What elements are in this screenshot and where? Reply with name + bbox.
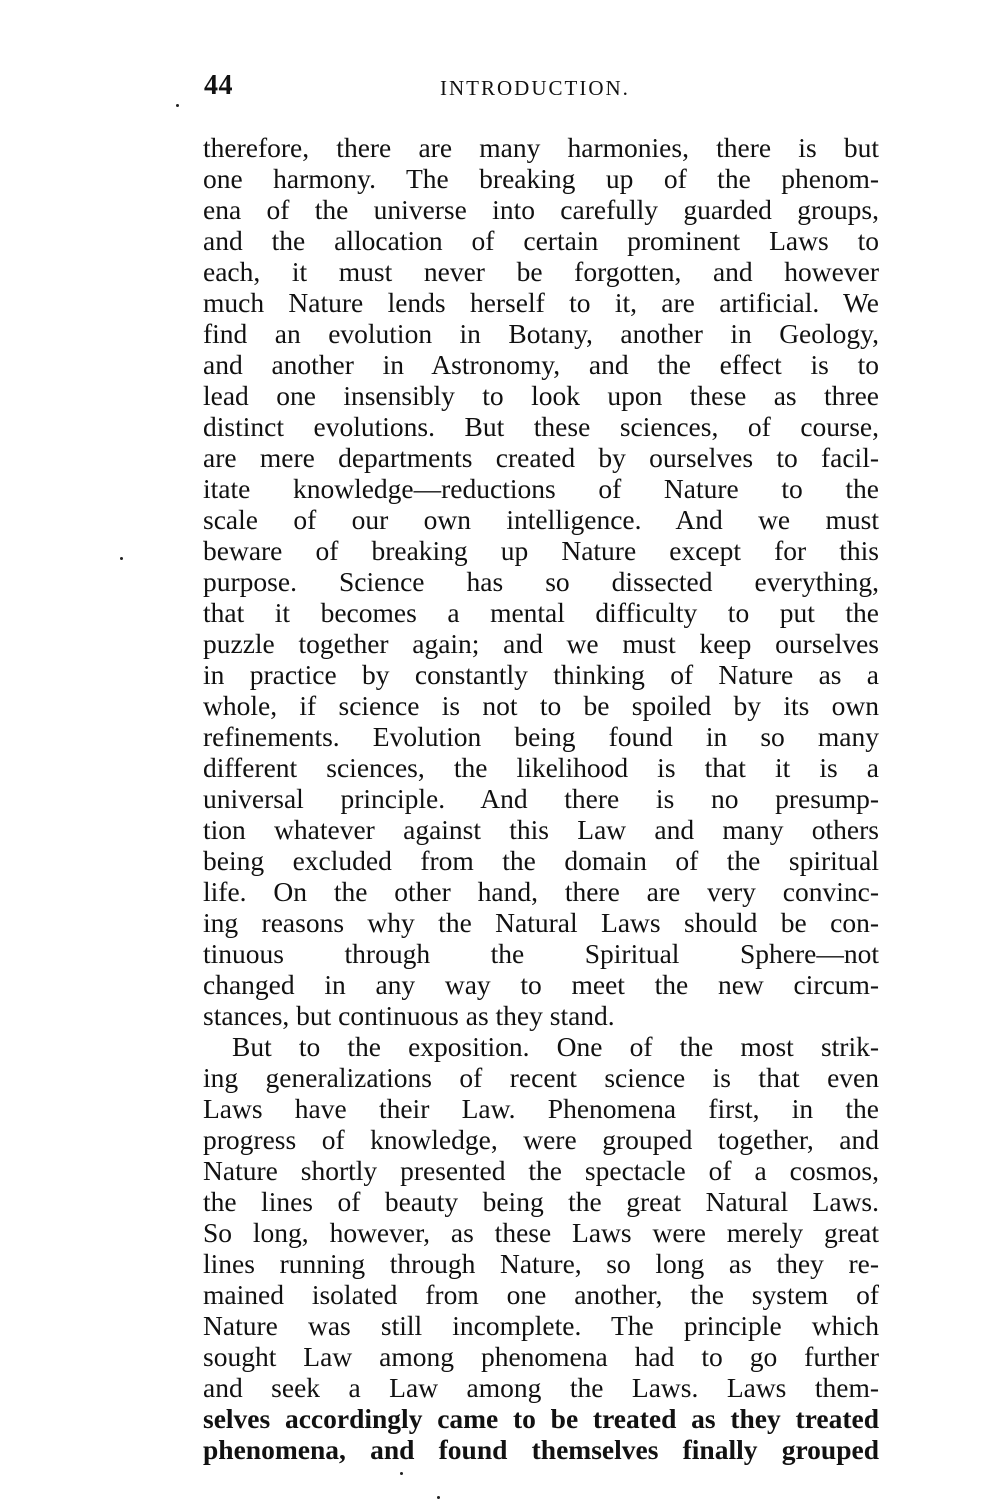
text-line: whole, if science is not to be spoiled by its own [203,690,879,721]
running-title: INTRODUCTION. [440,76,630,100]
text-line: each, it must never be forgotten, and however [203,256,879,287]
print-speck [437,1496,440,1499]
text-line: So long, however, as these Laws were merely great [203,1217,879,1248]
text-line: ena of the universe into carefully guarded groups, [203,194,879,225]
body-text [203,132,879,1465]
text-line: Nature shortly presented the spectacle of a cosmos, [203,1155,879,1186]
text-line: universal principle. And there is no presump- [203,783,879,814]
text-line: lead one insensibly to look upon these as three [203,380,879,411]
text-line: the lines of beauty being the great Natural Laws. [203,1186,879,1217]
text-line: sought Law among phenomena had to go further [203,1341,879,1372]
text-line: Nature was still incomplete. The principle which [203,1310,879,1341]
text-line: distinct evolutions. But these sciences, of course, [203,411,879,442]
text-line: itate knowledge—reductions of Nature to the [203,473,879,504]
text-line: and another in Astronomy, and the effect is to [203,349,879,380]
text-line: being excluded from the domain of the spiritual [203,845,879,876]
text-line: lines running through Nature, so long as they re- [203,1248,879,1279]
text-line: selves accordingly came to be treated as they treated [203,1403,879,1434]
running-head [204,70,884,110]
text-line: tinuous through the Spiritual Sphere—not [203,938,879,969]
text-line: much Nature lends herself to it, are artificial. We [203,287,879,318]
text-line: Laws have their Law. Phenomena first, in the [203,1093,879,1124]
text-line: life. On the other hand, there are very convinc- [203,876,879,907]
text-line: and the allocation of certain prominent Laws to [203,225,879,256]
text-line: puzzle together again; and we must keep ourselves [203,628,879,659]
text-line: purpose. Science has so dissected everything, [203,566,879,597]
text-line: ing generalizations of recent science is that even [203,1062,879,1093]
print-speck [400,1472,403,1475]
text-line: scale of our own intelligence. And we must [203,504,879,535]
text-line: tion whatever against this Law and many others [203,814,879,845]
text-line: changed in any way to meet the new circum- [203,969,879,1000]
page-number: 44 [204,70,233,101]
text-line: different sciences, the likelihood is that it is a [203,752,879,783]
text-line: are mere departments created by ourselves to facil- [203,442,879,473]
text-line: beware of breaking up Nature except for this [203,535,879,566]
text-line: one harmony. The breaking up of the phenom- [203,163,879,194]
text-line: progress of knowledge, were grouped together, and [203,1124,879,1155]
text-line: But to the exposition. One of the most strik- [232,1031,879,1062]
text-line: ing reasons why the Natural Laws should be con- [203,907,879,938]
print-speck [120,557,123,560]
text-line: mained isolated from one another, the system of [203,1279,879,1310]
text-line: and seek a Law among the Laws. Laws them- [203,1372,879,1403]
text-line: stances, but continuous as they stand. [203,1000,615,1031]
text-line: therefore, there are many harmonies, there is but [203,132,879,163]
text-line: in practice by constantly thinking of Nature as a [203,659,879,690]
text-line: phenomena, and found themselves finally grouped [203,1434,879,1465]
text-line: find an evolution in Botany, another in Geology, [203,318,879,349]
text-line: refinements. Evolution being found in so many [203,721,879,752]
print-speck [176,104,179,107]
text-line: that it becomes a mental difficulty to put the [203,597,879,628]
